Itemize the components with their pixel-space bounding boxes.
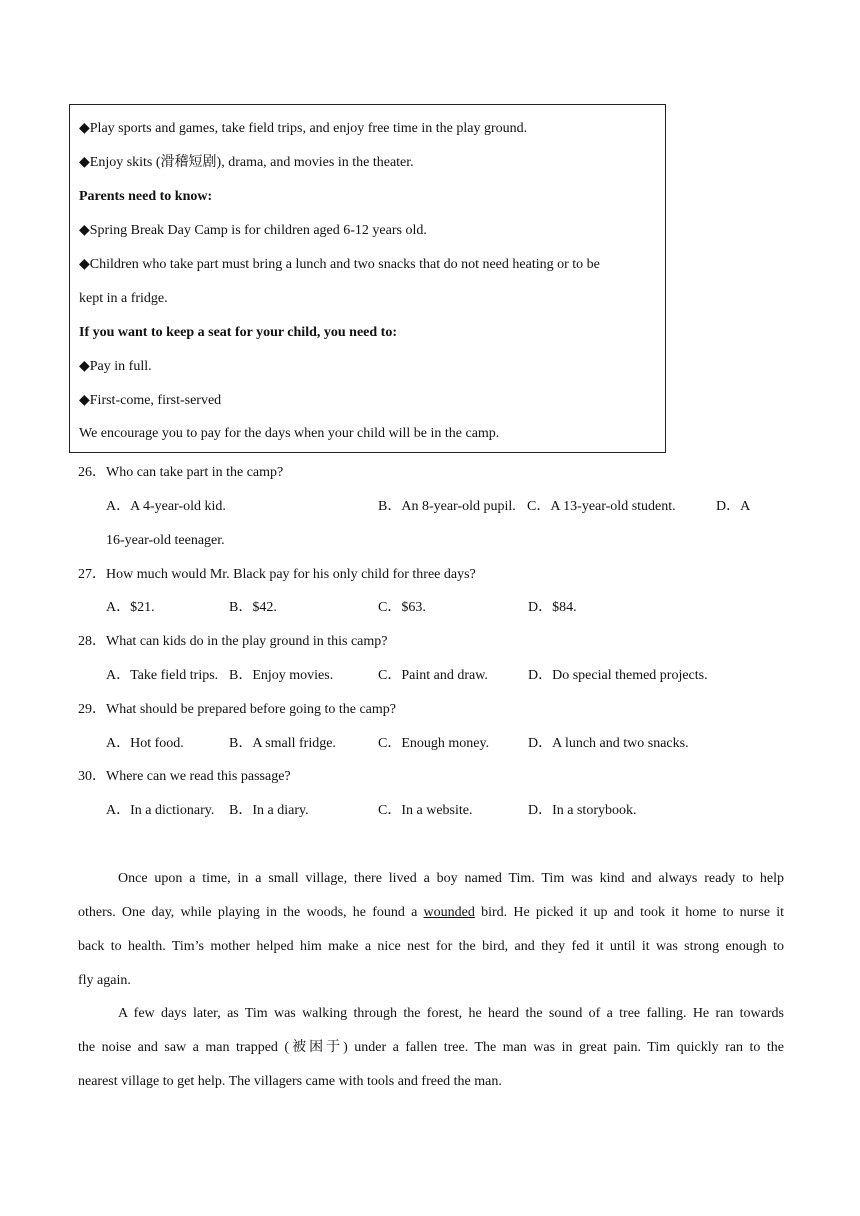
q26-option-b: B．An 8-year-old pupil.	[378, 499, 516, 514]
q27-option-b: B．$42.	[229, 600, 277, 615]
question-26: 26．Who can take part in the camp?	[78, 465, 284, 480]
q30-option-b: B．In a diary.	[229, 803, 309, 818]
q30-option-d: D．In a storybook.	[528, 803, 637, 818]
passage-paragraph-1	[78, 862, 784, 998]
p1-line-4: fly again.	[78, 973, 131, 988]
q26-option-d: D．A	[716, 499, 751, 514]
notice-box	[69, 104, 666, 453]
box-line-skits: ◆Enjoy skits (滑稽短剧), drama, and movies in the theater.	[79, 155, 414, 170]
question-27: 27．How much would Mr. Black pay for his only child for three days?	[78, 567, 476, 582]
box-line-activities: ◆Play sports and games, take field trips, and enjoy free time in the play ground.	[79, 121, 528, 136]
q27-option-c: C．$63.	[378, 600, 426, 615]
q30-option-a: A．In a dictionary.	[106, 803, 215, 818]
q29-option-a: A．Hot food.	[106, 736, 184, 751]
p1-line-1: Once upon a time, in a small village, there lived a boy named Tim. Tim was kind and always ready to help	[118, 871, 784, 886]
q29-option-d: D．A lunch and two snacks.	[528, 736, 689, 751]
p2-line-2: the noise and saw a man trapped (被困于) under a fallen tree. The man was in great pain. Tim quickly ran to the	[78, 1040, 784, 1055]
p1-line-2-end: bird. He picked it up and took it home to nurse it	[481, 905, 785, 920]
q26-option-c: C．A 13-year-old student.	[527, 499, 676, 514]
question-28: 28．What can kids do in the play ground in this camp?	[78, 634, 388, 649]
q28-option-a: A．Take field trips.	[106, 668, 219, 683]
q27-option-a: A．$21.	[106, 600, 155, 615]
q26-option-d-cont: 16-year-old teenager.	[106, 533, 225, 548]
box-line-lunch: ◆Children who take part must bring a lunch and two snacks that do not need heating or to be	[79, 257, 600, 272]
p2-line-1: A few days later, as Tim was walking through the forest, he heard the sound of a tree falling. He ran towards	[118, 1006, 784, 1021]
box-heading-seat: If you want to keep a seat for your child, you need to:	[79, 325, 397, 340]
q28-option-b: B．Enjoy movies.	[229, 668, 334, 683]
q28-option-c: C．Paint and draw.	[378, 668, 488, 683]
p1-line-2	[78, 896, 784, 930]
underlined-word-wounded: wounded	[423, 905, 475, 920]
q28-option-d: D．Do special themed projects.	[528, 668, 708, 683]
box-line-encourage: We encourage you to pay for the days when your child will be in the camp.	[79, 426, 500, 441]
q29-option-b: B．A small fridge.	[229, 736, 336, 751]
box-line-age: ◆Spring Break Day Camp is for children aged 6-12 years old.	[79, 223, 427, 238]
box-heading-parents: Parents need to know:	[79, 189, 213, 204]
p1-line-3: back to health. Tim’s mother helped him make a nice nest for the bird, and they fed it until it was strong enough to	[78, 939, 784, 954]
box-line-fridge: kept in a fridge.	[79, 291, 168, 306]
passage-paragraph-2	[78, 997, 784, 1099]
q29-option-c: C．Enough money.	[378, 736, 490, 751]
question-30: 30．Where can we read this passage?	[78, 769, 291, 784]
box-line-first-come: ◆First-come, first-served	[79, 393, 222, 408]
q27-option-d: D．$84.	[528, 600, 577, 615]
question-29: 29．What should be prepared before going to the camp?	[78, 702, 397, 717]
q26-option-a: A．A 4-year-old kid.	[106, 499, 226, 514]
box-line-pay: ◆Pay in full.	[79, 359, 152, 374]
p2-line-3: nearest village to get help. The villagers came with tools and freed the man.	[78, 1074, 502, 1089]
p1-line-2-start: others. One day, while playing in the woods, he found a	[78, 905, 418, 920]
q30-option-c: C．In a website.	[378, 803, 473, 818]
